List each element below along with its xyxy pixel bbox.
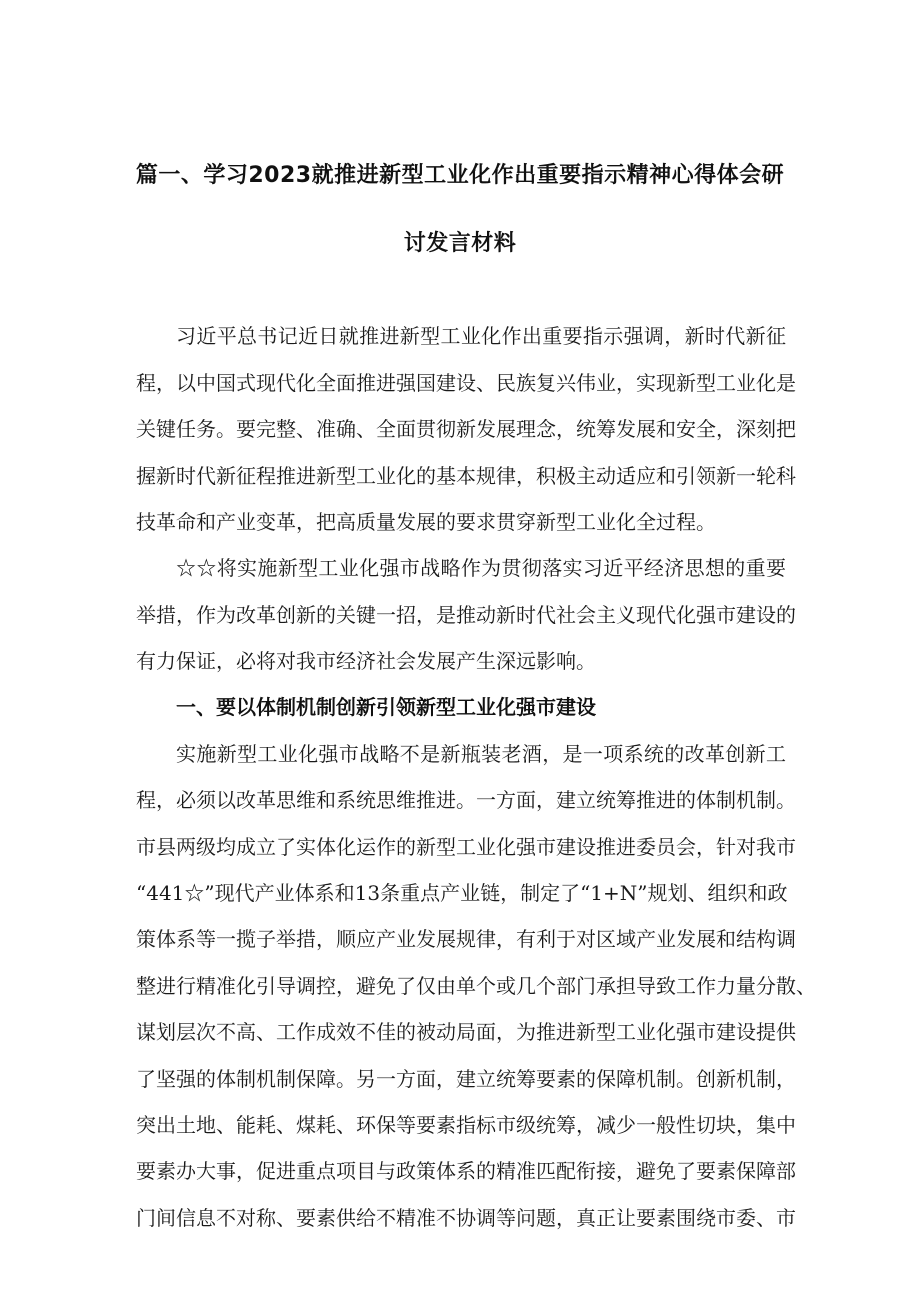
para3-line: 实施新型工业化强市战略不是新瓶装老酒，是一项系统的改革创新工: [176, 742, 786, 766]
para1-line: 关键任务。要完整、准确、全面贯彻新发展理念，统筹发展和安全，深刻把: [136, 417, 796, 441]
para3-line: 策体系等一揽子举措，顺应产业发展规律，有利于对区域产业发展和结构调: [136, 927, 796, 951]
para3-line: 程，必须以改革思维和系统思维推进。一方面，建立统筹推进的体制机制。: [136, 788, 796, 812]
para3-line: 突出土地、能耗、煤耗、环保等要素指标市级统筹，减少一般性切块，集中: [136, 1113, 796, 1137]
para3-line: 谋划层次不高、工作成效不佳的被动局面，为推进新型工业化强市建设提供: [136, 1020, 796, 1044]
para3-line: 门间信息不对称、要素供给不精准不协调等问题，真正让要素围绕市委、市: [136, 1206, 796, 1230]
para3-line: 要素办大事，促进重点项目与政策体系的精准匹配衔接，避免了要素保障部: [136, 1159, 796, 1183]
para2-line: ☆☆将实施新型工业化强市战略作为贯彻落实习近平经济思想的重要: [176, 556, 786, 580]
para3-line: 市县两级均成立了实体化运作的新型工业化强市建设推进委员会，针对我市: [136, 835, 796, 859]
para3-line: 整进行精准化引导调控，避免了仅由单个或几个部门承担导致工作力量分散、: [136, 974, 816, 998]
document-title-line-2: 讨发言材料: [403, 231, 517, 256]
para1-line: 习近平总书记近日就推进新型工业化作出重要指示强调，新时代新征: [176, 324, 786, 348]
para1-line: 技革命和产业变革，把高质量发展的要求贯穿新型工业化全过程。: [136, 510, 716, 534]
para1-line: 握新时代新征程推进新型工业化的基本规律，积极主动适应和引领新一轮科: [136, 464, 796, 488]
document-title-line-1: 篇一、学习2023就推进新型工业化作出重要指示精神心得体会研: [135, 163, 785, 188]
para3-line: 了坚强的体制机制保障。另一方面，建立统筹要素的保障机制。创新机制，: [136, 1067, 796, 1091]
section-heading: 一、要以体制机制创新引领新型工业化强市建设: [176, 695, 596, 719]
para1-line: 程，以中国式现代化全面推进强国建设、民族复兴伟业，实现新型工业化是: [136, 371, 796, 395]
para2-line: 举措，作为改革创新的关键一招，是推动新时代社会主义现代化强市建设的: [136, 603, 796, 627]
para2-line: 有力保证，必将对我市经济社会发展产生深远影响。: [136, 649, 596, 673]
para3-line: “441☆”现代产业体系和13条重点产业链，制定了“1+N”规划、组织和政: [136, 881, 788, 905]
